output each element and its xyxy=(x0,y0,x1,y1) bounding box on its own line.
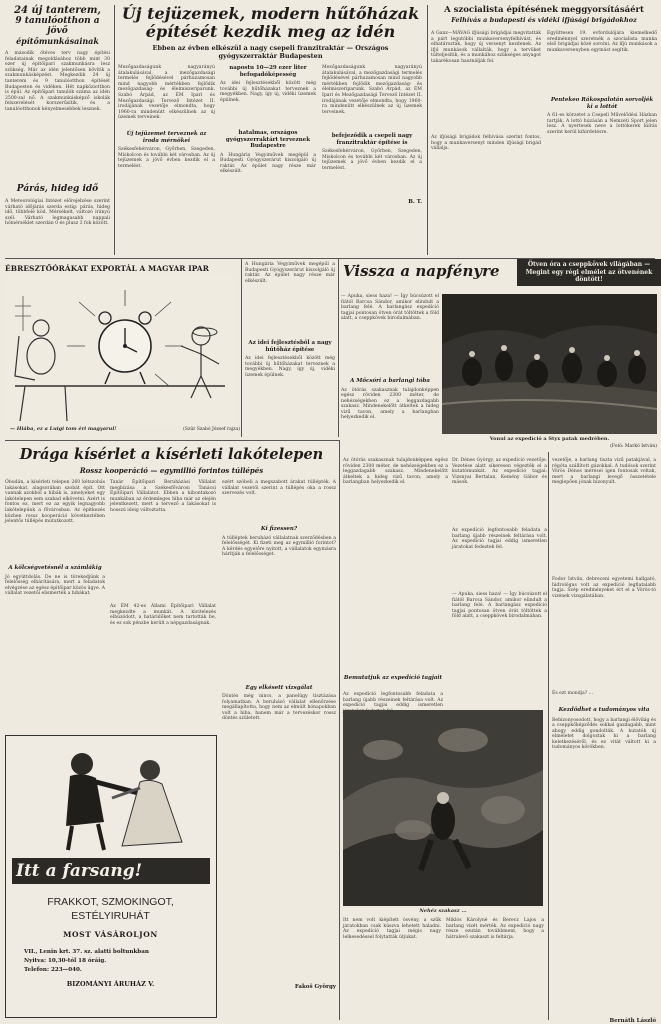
divider xyxy=(339,440,340,1020)
headline-ebresztoorak: ÉBRESZTŐÓRÁKAT EXPORTÁL A MAGYAR IPAR xyxy=(5,264,209,273)
divider xyxy=(241,259,242,437)
article-text: ezért szóbeli a megszabott árakat túllépték. A vállalat vezetői szerint a túllépés oka a rossz szervezés volt. xyxy=(222,480,336,497)
farsang-ad xyxy=(5,735,217,1018)
dancing-couple-illustration xyxy=(12,742,210,850)
subheadline-szocialista: Felhívás a budapesti és vidéki ifjúsági brigádokhoz xyxy=(451,16,637,24)
subhead-vizsgalat: Egy elkésett vizsgálat xyxy=(245,684,313,691)
article-text: Döntés még nincs, a panelügy tisztázása folyamatban. A beruházó vállalat ellenőrzése megállapította, hogy nem az elmúlt hónapokban volt a hiba, hanem már a tervezéskor rossz döntés született. xyxy=(222,694,336,722)
signature: Bernáth László xyxy=(609,1017,656,1024)
vissza-side-title: Ötven óra a cseppkövek világában — Megint egy régi elmélet az ötvenének döntött! xyxy=(517,259,661,286)
article-text: Itt nem volt kiépített ösvény, a szűk járatokban csak kúszva lehetett haladni. Az expedíció tagjai mégis nagy lelkesedéssel folytatták útjukat. xyxy=(343,918,441,940)
subhead-gyogyszerraktar: hatalmas, országos gyógyszerraktárt terveznek Budapestre xyxy=(225,130,311,149)
ad-line-frakk: FRAKKOT, SZMOKINGOT, xyxy=(47,896,174,908)
draga-col-c xyxy=(222,480,336,991)
tejuzemek-continuation xyxy=(245,262,335,437)
ad-title: Itt a farsang! xyxy=(12,858,210,884)
article-text: Az idei fejlesztésekből között még további új hűtőházakat terveznek a megyékben. Nagy, így új, vidéki üzemek épülnek. xyxy=(220,81,316,103)
headline-tejuzemek-2: építését kezdik meg az idén xyxy=(145,22,396,41)
expedicio-bottom-b xyxy=(446,918,544,1018)
subhead-bemutatjuk: Bemutatjuk az expedíció tagjait xyxy=(343,675,443,681)
tejuzemek-col-a xyxy=(118,65,215,202)
divider xyxy=(114,5,115,255)
divider xyxy=(548,452,549,1020)
subhead-franzitraktar: befejeződik a csepeli nagy franzitraktár építése is xyxy=(331,133,413,146)
tejuzemek-col-c xyxy=(322,65,422,206)
expedicio-bottom-a xyxy=(343,918,441,1018)
cartoon-credit: (Szür Szabó József rajza) xyxy=(183,427,240,432)
article-text: A Hungária Vegyiművek megépül a Budapesti Gyógyszerárut kiszolgáló új raktár. Az épület nagy része már elkészült. xyxy=(245,262,335,284)
headline-szocialista: A szocialista építésének meggyorsításáért xyxy=(444,5,644,15)
subhead-koltsegvetes: A kölcségvetésnél a számlákig xyxy=(8,565,102,571)
photo-cave-passage xyxy=(343,710,543,906)
article-text: Tanár Építőipari Beruházási Vállalat megbízása a Székesfővárosi Tanácsi Építőipari Vállalatot. Ebben a kibontakozó munkában az érdemleges hiba már az elején jelentkezett, mert a tervező a lakásokat is hosszú ideig változtatta. xyxy=(110,480,216,513)
ad-line-estely: ESTÉLYIRUHÁT xyxy=(71,910,150,922)
photo-credit-styx: (Fotó: Markó István) xyxy=(610,444,657,449)
subhead-ki-fizessen: Ki fizessen? xyxy=(260,526,298,532)
article-text: Az ifjúsági brigádok felhívása szerint fontos, hogy a munkaversenyt minden ifjúsági brigád vállalja. xyxy=(431,135,541,152)
article-text: Miklós Károlyné és Berecz Lajos a barlang vízét mérték. Az expedíció nagy része ezután továbbment, hogy a hátralevő szakaszt is feltárja. xyxy=(446,918,544,940)
szocialista-article xyxy=(431,5,657,250)
divider xyxy=(338,259,339,437)
article-text: Az ötórás szakasznak tulajdonképpen egész röviden 2300 méter, de nehézségekben ez a leggazdagabb szakasz. Mindenekelőtt átkeltek a hideg vizű tavon, amely a barlangban helyezkedik el. xyxy=(341,387,439,421)
headline-paras-hideg: Párás, hideg idő xyxy=(16,184,99,194)
article-text: Az expedíció legfontosabb feladata a barlang újabb részeinek feltárása volt. Az expedíció tagjai eddig ismeretlen járatokat fedeztek fel. xyxy=(452,528,547,550)
article-text: — Apuka, siess haza! — Így búcsúzott el fiától Barcsa Sándor, amikor elindult a barlang felé. A barlangász expedíció tagjai pontosan ötven órát töltöttek a föld alatt, a cseppkövek birodalmában. xyxy=(452,592,547,620)
article-text: Az ötórás szakasznak tulajdonképpen egész röviden 2300 méter, de nehézségekben ez a leggazdagabb szakasz. Mindenekelőtt átkeltek a hideg vizű tavon, amely a barlangban helyezkedik el. xyxy=(343,458,448,486)
cartoon-drawing xyxy=(5,276,237,426)
ad-line-vasaroljon: MOST VÁSÁROLJON xyxy=(63,930,158,939)
divider xyxy=(427,5,428,255)
article-text: Az ÉM 42-es Állami Építőipari Vállalat megkezdte a munkát. A kivitelezés elhúzódott, a határidőket nem tartották be, és ez sok pénzbe került a népgazdaságnak. xyxy=(110,604,216,626)
article-text: És ezt mondja? ... xyxy=(552,691,594,696)
article-text: Bebizonyosodott, hogy a barlangi élővilág és a cseppkőképződés sokkal gazdagabb, mint ahogy eddig gondolták. A kutatók új elméletet dolgoztak ki a barlang keletkezéséről, és ez vitát váltott ki a tudományos körökben. xyxy=(552,717,656,751)
ad-address: VII., Lenin krt. 37. sz. alatti boltunkban xyxy=(24,949,149,955)
photo-nehez-szakasz xyxy=(343,710,543,906)
article-text-tanterem: A második ötéves terv nagy építési feladatainak megoldásához több mint 30 ezer új építőipari szakmunkásra lesz szükség. Már az idén jelentősen bővítik a szakmunkásképzést. Megkezdik 24 új tanterem és 9 tanulóotthon építését Budapesten és vidéken. Hét napköziotthon is épül. Az építőipari tanulók száma az idén 2500-zal nő. A szakmunkásképző iskolák felszerelését korszerűsítik, és a tanulóotthonok kényelmesebbek lesznek. xyxy=(5,51,110,112)
expedicio-col xyxy=(343,458,448,673)
expedicio-col-b xyxy=(452,458,547,672)
subhead-hutohaz: Az idei fejlesztésből a nagy hűtőház építése xyxy=(248,340,332,353)
column-1 xyxy=(5,5,110,257)
article-text: Együttesen 19. evfordulójára kiemelkedő eredménnyel szeretnék a szocialista munka első brigádjai közé sorolni. Az ifjú munkások a munkaversenyben egymást segítik. xyxy=(547,31,657,53)
subhead-liter: napostu 10—29 ezer liter befogadóképesség xyxy=(229,65,307,78)
photo-styx-patak xyxy=(442,294,657,434)
tejuzemek-col-b xyxy=(220,65,316,198)
headline-vissza: Vissza a napfényre xyxy=(343,262,500,280)
article-text: Óbudán, a kísérleti telepen 260 kétszobás lakásokat, alagsorában szobát épít. Ott vannak azokból a hibák is, amelyeket egy lakótelepen sem szabad elkövetni. Azért is fontos ez, mert ez az egyik legnagyobb lakótelepünk a fővárosban. Az építkezés közben rossz kooperáció következtében jelentős túllépés mutatkozott. xyxy=(5,480,105,525)
subheadline-tejuzemek: Ebben az évben elkészül a nagy csepeli franzitraktár — Országos gyógyszerraktár Budapesten xyxy=(152,44,389,60)
article-text: A Hungária Vegyiművek megépül a Budapesti Gyógyszerárut kiszolgáló új raktár. Az épület nagy része már elkészült. xyxy=(220,152,316,175)
article-text: Az idei fejlesztésekből között még további új hűtőházakat terveznek a megyékben. Nagy, így új, vidéki üzemek épülnek. xyxy=(245,356,335,378)
article-text: Az expedíció legfontosabb feladata a barlang újabb részeinek feltárása volt. Az expedíció tagjai eddig ismeretlen xyxy=(343,692,443,709)
subhead-lotto: Pentekeo Rákospalotán sorvoljék ki a lottót xyxy=(550,97,654,110)
divider xyxy=(5,440,340,441)
cartoon-alarm-clock xyxy=(5,276,237,426)
ad-brand: BIZOMÁNYI ÁRUHÁZ V. xyxy=(66,980,155,988)
article-text: Mezőgazdaságunk nagyarányú átalakulásával, a mezőgazdasági termelés fejlődésével párhuzamosan mind nagyobb mértékben fejlődik mezőgazdaság- és élelmiszeriparunk. Szabó Árpád, az ÉM Ipari és Mezőgazdasági Tervező Intézet II. irodájának vezetője elmondta, hogy 1960-ra mindenütt elkészülnek az új üzemek terveinek. xyxy=(118,65,215,121)
vissza-header xyxy=(341,259,657,287)
article-text-weather: A Meteorológiai Intézet előrejelzése szerint várható időjárás szerda estig: párás, hideg idő, többfelé köd. Mérsékelt, változó irányú szél. Várható legmagasabb nappali hőmérséklet szerdán 0 és plusz 3 fok között. xyxy=(5,199,110,227)
article-text: A 61-es körzetet a Csepeli Művelődési Házban tartják. A lottó húzásán a Nemzeti Sport jelen lesz. A nyertesek neve a lottókerek kiírás szerint kerül kihirdetésre. xyxy=(547,113,657,135)
article-text: Székesfehérváron, Győrben, Szegeden, Miskolcon és további két városban. Az új tejüzemek a jövő évben kezdik el a termelést. xyxy=(322,149,422,171)
photo-caption-styx: Vonul az expedíció a Styx patak medrében. xyxy=(489,436,610,442)
article-text: vezetője, a barlang tiszta vizű patakjával, a régóta szállított gázokkal. A tudósok szerint Vörös Dénes mérései igen fontosak voltak, mert a barlangi levegő összetétele meglepően jónak bizonyult. xyxy=(552,458,656,486)
headline-draga-kiserlet: Drága kísérlet a kísérleti lakótelepen xyxy=(19,446,324,463)
right-column xyxy=(552,458,656,1024)
cartoon-caption: — Hiába, ez a Luigi tom éri magyarul! xyxy=(10,426,117,432)
article-text: A túlléptek beruházó vállalatnak szerződésben a felelősségét. Ki fizeti meg az egymillió forintot? A kérdés egyelőre nyitott, a vállalatok egymásra hárítják a felelősséget. xyxy=(222,535,336,558)
szocialista-col-a xyxy=(431,31,541,235)
article-text: — Apuka, siess haza! — Így búcsúzott el fiától Barcsa Sándor, amikor elindult a barlang felé. A barlangász expedíció tagjai pontosan ötven órát töltöttek a föld alatt, a cseppkövek birodalmában. xyxy=(341,294,439,322)
ad-hours: Nyitva: 10,30-tól 18 óráig. xyxy=(24,958,107,964)
article-text: Fodor István, debreceni egyetemi hallgató, hidrológus volt az expedíció legfiatalabb tagja. Szép eredményeket ért el a Vörös-tó vizének vizsgálatában. xyxy=(552,577,656,599)
article-text: Dr. Dénes György, az expedíció vezetője. Vezetése alatt sikeresen végezték el a kutatómunkát. Az expedíció tagjai: Vizsnyai Bertalan, Kemény Gábor és mások. xyxy=(452,458,547,486)
article-text: A Ganz—MÁVAG ifjúsági brigádjai megvitatták a párt legutóbbi munkaversenyfelhívást, és elhatározták, hogy új versenyt kezdenek. Az ifjú munkások vállalták, hogy a tervüket túlteljesítik, és a munkához szükséges anyagot takarékosan használják fel. xyxy=(431,31,541,64)
headline-tanterem-3: építőmunkásainak xyxy=(16,36,99,46)
headline-tejuzemek-1: Új tejüzemek, modern hűtőházak xyxy=(121,4,420,23)
subhead-tudomanyos-vita: Kezdődhet a tudományos vita xyxy=(558,707,650,713)
draga-col-a xyxy=(5,480,105,730)
subheadline-draga: Rossz kooperáció — egymillió forintos túllépés xyxy=(79,466,264,475)
szocialista-col-b xyxy=(547,31,657,213)
signature: Fakoš György xyxy=(294,984,336,990)
ad-phone: Telefon: 223—040. xyxy=(24,967,82,973)
article-text: Jó együttdolás. De ne is törekedjünk a felelősség elhárítására, mert a feladatok elvégzése az egész építőipar közös ügye. A vállalat vezetői elismerték a hibákat. xyxy=(5,574,105,597)
article-text: Székesfehérváron, Győrben, Szegeden, Miskolcon és további két városban. Az új tejüzemek a jövő évben kezdik el a termelést. xyxy=(118,147,215,169)
draga-col-b xyxy=(110,480,216,732)
photo-caption-nehez: Nehéz szakasz ... xyxy=(419,908,467,914)
headline-tanterem-2: 9 tanulóotthon a jövő xyxy=(15,16,100,36)
subhead-barlangi-to: A Mőcsóri a barlangi tóba xyxy=(350,378,430,384)
article-text: Mezőgazdaságunk nagyarányú átalakulásával, a mezőgazdasági termelés fejlődésével párhuzamosan mind nagyobb mértékben fejlődik mezőgazdaság- és élelmiszeriparunk. Szabó Árpád, az ÉM Ipari és Mezőgazdasági Tervező Intézet II. irodájának vezetője elmondta, hogy 1960-ra mindenütt elkészülnek az új üzemek terveinek. xyxy=(322,65,422,115)
subhead-tejuzem: Új tejüzemet terveznek az iroda mérnökei xyxy=(126,131,207,144)
headline-tanterem-1: 24 új tanterem, xyxy=(14,5,101,16)
tejuzemek-article xyxy=(118,5,423,257)
signature: B. T. xyxy=(408,199,422,205)
photo-expedition xyxy=(442,294,657,434)
